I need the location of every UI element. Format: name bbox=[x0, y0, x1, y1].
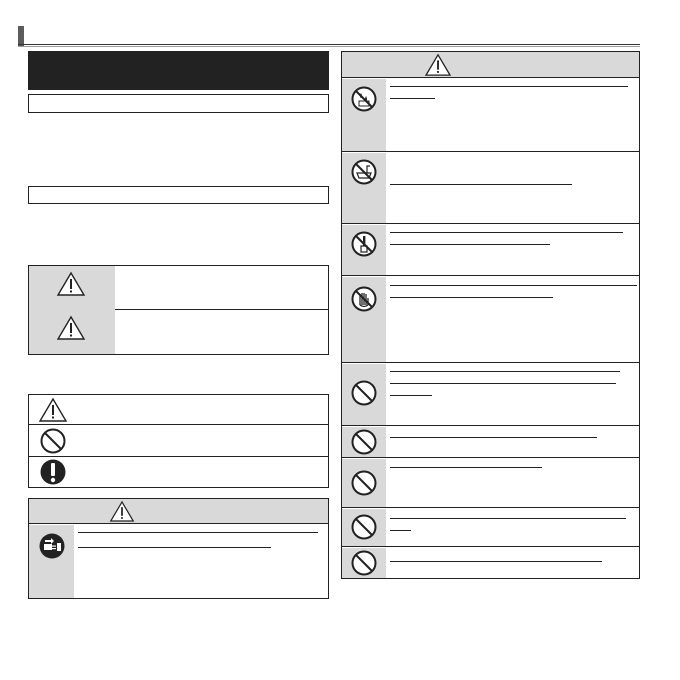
caution-triangle-icon bbox=[38, 397, 68, 423]
section-title-bar bbox=[28, 51, 329, 90]
legend-row-caution bbox=[29, 395, 328, 425]
text-line bbox=[390, 184, 572, 185]
text-line bbox=[390, 467, 542, 468]
no-water-icon bbox=[350, 85, 378, 113]
warning-block-header bbox=[342, 52, 639, 78]
warning-item bbox=[342, 225, 639, 276]
unplug-icon bbox=[38, 532, 66, 560]
signal-row-caution bbox=[29, 310, 328, 354]
header-tab bbox=[18, 26, 24, 46]
text-line bbox=[390, 530, 411, 531]
text-line bbox=[390, 232, 623, 233]
warning-block-header bbox=[29, 499, 328, 524]
text-line bbox=[78, 547, 271, 548]
right-warning-block bbox=[341, 51, 640, 579]
warning-item bbox=[342, 277, 639, 363]
text-line bbox=[390, 395, 432, 396]
warning-item bbox=[342, 459, 639, 508]
prohibited-icon bbox=[350, 428, 378, 456]
warning-item bbox=[342, 364, 639, 426]
signal-word-table bbox=[28, 265, 329, 355]
warning-item bbox=[342, 79, 639, 152]
subsection-box-1 bbox=[28, 94, 329, 113]
no-disassembly-icon bbox=[350, 230, 378, 258]
legend-row-prohibited bbox=[29, 425, 328, 457]
warning-triangle-icon bbox=[109, 500, 135, 523]
legend-row-mandatory bbox=[29, 457, 328, 487]
warning-triangle-icon bbox=[424, 53, 452, 77]
text-line bbox=[390, 285, 637, 286]
prohibited-icon bbox=[350, 379, 378, 407]
warning-item bbox=[342, 153, 639, 224]
text-line bbox=[390, 98, 435, 99]
left-warning-block bbox=[28, 498, 329, 599]
warning-item bbox=[342, 509, 639, 547]
no-bath-icon bbox=[350, 158, 378, 186]
warning-item bbox=[342, 427, 639, 458]
warning-triangle-icon bbox=[56, 315, 86, 341]
do-not-touch-icon bbox=[350, 285, 378, 313]
warning-triangle-icon bbox=[56, 271, 86, 297]
prohibited-icon bbox=[350, 469, 378, 497]
text-line bbox=[390, 244, 550, 245]
text-line bbox=[390, 371, 620, 372]
text-line bbox=[390, 297, 553, 298]
text-line bbox=[390, 437, 597, 438]
prohibited-icon bbox=[39, 427, 67, 455]
subsection-box-2 bbox=[28, 186, 329, 204]
warning-item bbox=[29, 525, 328, 598]
warning-item bbox=[342, 548, 639, 578]
header-rule bbox=[18, 44, 640, 47]
prohibited-icon bbox=[350, 513, 378, 541]
symbol-legend-table bbox=[28, 394, 329, 488]
text-line bbox=[390, 518, 626, 519]
prohibited-icon bbox=[350, 549, 378, 577]
text-line bbox=[390, 561, 602, 562]
text-line bbox=[78, 532, 318, 533]
text-line bbox=[390, 86, 628, 87]
signal-row-warning bbox=[29, 266, 328, 310]
text-line bbox=[390, 383, 616, 384]
mandatory-action-icon bbox=[39, 458, 67, 486]
